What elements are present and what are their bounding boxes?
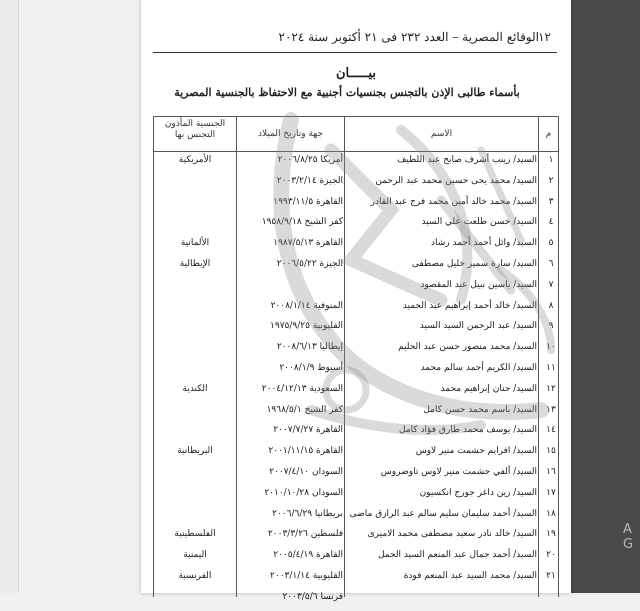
row-birth: القاهرة ١٩٨٧/٥/١٣ bbox=[273, 238, 343, 249]
row-number: ١٧ bbox=[546, 487, 556, 498]
row-number: ١٠ bbox=[546, 342, 556, 353]
table-row bbox=[154, 590, 558, 611]
row-number: ٤ bbox=[548, 217, 554, 228]
row-birth: القاهرة ٢٠٠٧/٧/٢٧ bbox=[273, 425, 343, 436]
header-number: م bbox=[545, 129, 552, 139]
row-birth: السودان ٢٠٠٧/٤/١٠ bbox=[269, 466, 343, 477]
table-row bbox=[154, 340, 558, 361]
document-title: بيـــــان bbox=[335, 66, 377, 81]
table-row bbox=[154, 278, 558, 299]
row-name: السيد/ وائل أحمد أحمد رشاد bbox=[431, 238, 537, 249]
row-name: السيد/ ألفي حشمت منير لاوس تاوضروس bbox=[380, 466, 537, 477]
row-nationality: الفلسطينية bbox=[174, 529, 216, 540]
row-birth: السودان ٢٠١٠/١٠/٢٨ bbox=[264, 487, 343, 498]
row-number: ١ bbox=[548, 155, 554, 165]
row-birth: القاهرة ١٩٩٣/١١/٥ bbox=[273, 196, 343, 207]
table-row bbox=[154, 319, 558, 340]
row-birth: كفر الشيخ ١٩٦٨/٥/١ bbox=[266, 404, 343, 415]
document-subtitle: بأسماء طالبى الإذن بالتجنس بجنسيات أجنبية مع الاحتفاظ بالجنسية المصرية bbox=[174, 86, 520, 99]
row-birth: القليوبية ١٩٧٥/٩/٢٥ bbox=[270, 321, 343, 332]
table-row bbox=[154, 195, 558, 216]
row-birth: كفر الشيخ ١٩٥٨/٩/١٨ bbox=[261, 217, 343, 228]
table-row bbox=[154, 299, 558, 320]
row-name: السيد/ حسن طلعت علي السيد bbox=[421, 217, 537, 228]
row-nationality: الكندية bbox=[182, 383, 208, 394]
row-name: السيد/ زين داغر جورج انكسيون bbox=[419, 487, 537, 498]
table-row bbox=[154, 236, 558, 257]
row-birth: فرنسا ٢٠٠٣/٥/٦ bbox=[282, 591, 343, 602]
row-nationality: الألمانية bbox=[180, 238, 210, 249]
row-birth: المنوفية ٢٠٠٨/١/١٤ bbox=[270, 300, 343, 311]
row-number: ١٥ bbox=[546, 446, 556, 457]
row-number: ٩ bbox=[548, 321, 554, 332]
row-name: السيد/ ياسين نبيل عبد المقصود bbox=[420, 279, 537, 290]
row-number: ٥ bbox=[548, 238, 554, 249]
row-name: السيد/ حنان إبراهيم محمد bbox=[440, 383, 537, 394]
row-number: ١٩ bbox=[546, 529, 556, 540]
row-name: السيد/ سارة سمير خليل مصطفى bbox=[411, 258, 537, 269]
row-birth: القليوبية ٢٠٠٣/١/١٤ bbox=[270, 570, 343, 581]
table-row bbox=[154, 548, 558, 569]
row-number: ١٦ bbox=[546, 466, 556, 477]
table-row bbox=[154, 215, 558, 236]
row-number: ١٨ bbox=[546, 508, 556, 519]
names-table bbox=[153, 116, 559, 602]
header-name: الاسم bbox=[430, 129, 453, 139]
table-row bbox=[154, 174, 558, 195]
header-rule bbox=[153, 52, 557, 53]
table-row bbox=[154, 361, 558, 382]
row-name: السيد/ خالد نادر سعيد مصطفى محمد الاميرى bbox=[367, 529, 537, 540]
row-name: السيد/ افرايم حشمت منير لاوس bbox=[415, 446, 537, 457]
row-name: السيد/ خالد أحمد إبراهيم عبد الحميد bbox=[402, 300, 537, 311]
page-header-text: الوقائع المصرية – العدد ٢٣٢ فى ٢١ أكتوبر سنة ٢٠٢٤ bbox=[278, 30, 539, 44]
row-name: السيد/ محمد خالد أمين محمد فرج عبد القادر bbox=[370, 196, 537, 207]
row-number: ١١ bbox=[546, 362, 556, 373]
row-name: السيد/ زينب أشرف صابح عبد اللطيف bbox=[397, 155, 537, 165]
table-row bbox=[154, 465, 558, 486]
table-row bbox=[154, 382, 558, 403]
row-name: السيد/ أحمد سليمان سليم سالم عبد الرازق ماضى bbox=[349, 508, 537, 519]
row-nationality: الفرنسية bbox=[178, 570, 212, 581]
table-row bbox=[154, 403, 558, 424]
row-birth: القاهرة ٢٠٠٥/٤/١٩ bbox=[273, 550, 343, 561]
row-birth: الجيزة ٢٠٠٦/٥/٢٢ bbox=[276, 258, 343, 269]
row-name: السيد/ محمد يحى حسين محمد عبد الرحمن bbox=[375, 175, 537, 186]
header-birth: جهة وتاريخ الميلاد bbox=[257, 129, 324, 139]
table-row bbox=[154, 423, 558, 444]
row-number: ٢ bbox=[548, 175, 554, 186]
row-number: ١٣ bbox=[546, 404, 556, 415]
row-name: السيد/ محمد السيد عبد المنعم فودة bbox=[403, 570, 537, 581]
side-edge-text bbox=[623, 522, 633, 552]
side-text-line-1: A bbox=[623, 522, 632, 537]
table-row bbox=[154, 486, 558, 507]
row-number: ٣ bbox=[548, 196, 554, 207]
row-name: السيد/ عبد الرحمن السيد السيد bbox=[419, 321, 537, 332]
table-row bbox=[154, 569, 558, 590]
row-nationality: البريطانية bbox=[177, 446, 213, 457]
page-number: ١٢ bbox=[538, 30, 551, 44]
document-page bbox=[141, 0, 571, 602]
row-name: السيد/ يوسف محمد طارق فؤاد كامل bbox=[399, 425, 537, 436]
row-nationality: الإيطالية bbox=[179, 258, 211, 269]
header-row-divider bbox=[154, 151, 558, 152]
row-number: ٨ bbox=[548, 300, 554, 311]
table-row bbox=[154, 527, 558, 548]
row-birth: فلسطين ٢٠٠٣/٣/٢٦ bbox=[267, 529, 343, 540]
row-nationality: اليمنية bbox=[183, 550, 207, 561]
table-body bbox=[154, 153, 558, 611]
row-birth: السعودية ٢٠٠٤/١٢/١٣ bbox=[261, 383, 343, 394]
row-nationality: الأمريكية bbox=[178, 155, 212, 165]
row-number: ٦ bbox=[548, 258, 554, 269]
row-number: ١٤ bbox=[546, 425, 556, 436]
header-nationality: الجنسية المأذون التجنس بها bbox=[164, 119, 226, 140]
table-row bbox=[154, 153, 558, 174]
row-number: ١٢ bbox=[546, 383, 556, 394]
row-name: السيد/ أحمد جمال عبد المنعم السيد الجمل bbox=[377, 550, 537, 561]
row-birth: القاهرة ٢٠٠١/١١/١٥ bbox=[268, 446, 343, 457]
row-number: ٢١ bbox=[546, 570, 556, 581]
row-name: السيد/ باسم محمد حسن كامل bbox=[423, 404, 537, 415]
side-text-line-2: G bbox=[623, 537, 634, 552]
table-row bbox=[154, 444, 558, 465]
row-name: السيد/ محمد منصور حسن عبد الحليم bbox=[398, 342, 537, 353]
row-birth: بريطانيا ٢٠٠٦/٦/٢٩ bbox=[272, 508, 343, 519]
row-name: السيد/ الكريم أحمد سالم محمد bbox=[420, 362, 537, 373]
row-number: ٧ bbox=[548, 279, 554, 290]
row-number: ٢٠ bbox=[546, 550, 556, 561]
row-birth: إيطاليا ٢٠٠٨/٦/١٣ bbox=[276, 342, 343, 353]
row-birth: أسيوط ٢٠٠٨/١/٩ bbox=[279, 362, 343, 373]
row-birth: أمريكا ٢٠٠٦/٨/٢٥ bbox=[277, 155, 343, 165]
table-row bbox=[154, 257, 558, 278]
row-birth: الجيزة ٢٠٠٣/٢/١٤ bbox=[276, 175, 343, 186]
table-row bbox=[154, 507, 558, 528]
left-background-edge bbox=[0, 0, 19, 593]
right-dark-strip bbox=[571, 0, 640, 593]
